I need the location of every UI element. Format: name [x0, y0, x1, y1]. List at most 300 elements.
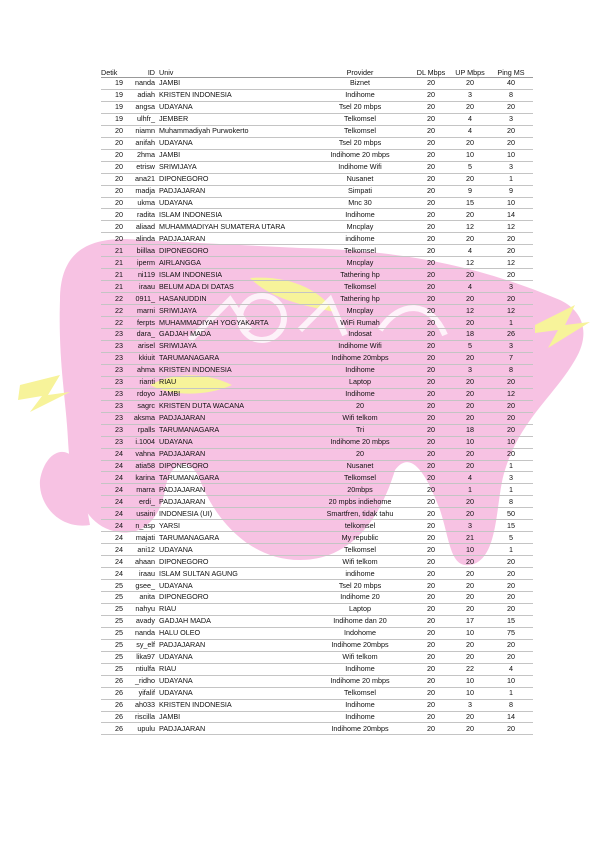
cell-ping: 5 [489, 532, 533, 544]
cell-detik: 24 [101, 556, 123, 568]
cell-univ: HALU OLEO [157, 627, 309, 639]
cell-id: ntiulfa [123, 663, 157, 675]
cell-provider: Telkomsel [309, 687, 411, 699]
cell-dl: 20 [411, 125, 451, 137]
cell-ping: 20 [489, 376, 533, 388]
cell-id: aksma [123, 412, 157, 424]
cell-detik: 25 [101, 663, 123, 675]
cell-provider: Indihome 20mbps [309, 639, 411, 651]
cell-dl: 20 [411, 568, 451, 580]
cell-detik: 25 [101, 580, 123, 592]
cell-dl: 20 [411, 340, 451, 352]
table-row [101, 591, 533, 603]
cell-up: 22 [451, 663, 489, 675]
cell-detik: 26 [101, 711, 123, 723]
cell-dl: 20 [411, 293, 451, 305]
cell-provider: Mncplay [309, 305, 411, 317]
cell-provider: Mncplay [309, 221, 411, 233]
cell-detik: 24 [101, 520, 123, 532]
table-row [101, 639, 533, 651]
cell-id: anifah [123, 137, 157, 149]
table-row [101, 400, 533, 412]
cell-univ: DIPONEGORO [157, 460, 309, 472]
table-row [101, 496, 533, 508]
cell-id: biillaa [123, 245, 157, 257]
cell-provider: Indihome [309, 89, 411, 101]
cell-ping: 26 [489, 329, 533, 341]
cell-provider: Indihome Wifi [309, 161, 411, 173]
cell-detik: 19 [101, 101, 123, 113]
cell-dl: 20 [411, 615, 451, 627]
cell-provider: Mnc 30 [309, 197, 411, 209]
cell-provider: Laptop [309, 376, 411, 388]
cell-dl: 20 [411, 436, 451, 448]
cell-dl: 20 [411, 78, 451, 90]
table-row [101, 161, 533, 173]
cell-id: alinda [123, 233, 157, 245]
cell-dl: 20 [411, 269, 451, 281]
cell-id: iperm [123, 257, 157, 269]
cell-univ: MUHAMMADIYAH SUMATERA UTARA [157, 221, 309, 233]
col-header-detik: Detik [101, 67, 123, 78]
cell-dl: 20 [411, 496, 451, 508]
col-header-provider: Provider [309, 67, 411, 78]
cell-up: 20 [451, 496, 489, 508]
cell-up: 15 [451, 197, 489, 209]
cell-univ: UDAYANA [157, 544, 309, 556]
cell-univ: UDAYANA [157, 580, 309, 592]
cell-detik: 20 [101, 149, 123, 161]
cell-ping: 10 [489, 675, 533, 687]
cell-id: kkiuit [123, 352, 157, 364]
cell-provider: Indihome [309, 711, 411, 723]
cell-provider: Simpati [309, 185, 411, 197]
cell-id: karina [123, 472, 157, 484]
cell-univ: JAMBI [157, 78, 309, 90]
cell-provider: My republic [309, 532, 411, 544]
cell-ping: 10 [489, 149, 533, 161]
cell-detik: 20 [101, 137, 123, 149]
cell-detik: 26 [101, 687, 123, 699]
cell-up: 5 [451, 340, 489, 352]
table-row [101, 113, 533, 125]
cell-up: 20 [451, 233, 489, 245]
cell-id: nahyu [123, 603, 157, 615]
cell-detik: 22 [101, 293, 123, 305]
cell-ping: 40 [489, 78, 533, 90]
cell-id: iraau [123, 281, 157, 293]
cell-ping: 50 [489, 508, 533, 520]
cell-up: 20 [451, 209, 489, 221]
cell-univ: GADJAH MADA [157, 329, 309, 341]
cell-id: i.1004 [123, 436, 157, 448]
cell-ping: 20 [489, 556, 533, 568]
cell-univ: UDAYANA [157, 197, 309, 209]
cell-id: erdi_ [123, 496, 157, 508]
cell-id: vahna [123, 448, 157, 460]
cell-univ: GADJAH MADA [157, 615, 309, 627]
cell-dl: 20 [411, 329, 451, 341]
cell-up: 20 [451, 352, 489, 364]
cell-univ: RIAU [157, 663, 309, 675]
cell-detik: 20 [101, 209, 123, 221]
table-row [101, 233, 533, 245]
cell-detik: 20 [101, 173, 123, 185]
table-row [101, 209, 533, 221]
cell-id: gsee_ [123, 580, 157, 592]
cell-univ: KRISTEN INDONESIA [157, 89, 309, 101]
cell-univ: KRISTEN DUTA WACANA [157, 400, 309, 412]
cell-univ: ISLAM INDONESIA [157, 209, 309, 221]
table-row [101, 137, 533, 149]
table-row [101, 544, 533, 556]
cell-univ: PADJAJARAN [157, 723, 309, 735]
table-row [101, 436, 533, 448]
cell-univ: DIPONEGORO [157, 173, 309, 185]
cell-id: ukma [123, 197, 157, 209]
cell-ping: 20 [489, 233, 533, 245]
cell-dl: 20 [411, 520, 451, 532]
cell-detik: 21 [101, 281, 123, 293]
cell-provider: Biznet [309, 78, 411, 90]
cell-provider: Telkomsel [309, 113, 411, 125]
cell-detik: 23 [101, 329, 123, 341]
cell-dl: 20 [411, 412, 451, 424]
cell-id: 0911_ [123, 293, 157, 305]
table-row [101, 687, 533, 699]
cell-dl: 20 [411, 723, 451, 735]
cell-id: radita [123, 209, 157, 221]
cell-detik: 24 [101, 484, 123, 496]
cell-ping: 20 [489, 568, 533, 580]
cell-provider: Indihome 20mbps [309, 352, 411, 364]
cell-id: marra [123, 484, 157, 496]
cell-provider: WiFi Rumah [309, 317, 411, 329]
cell-ping: 20 [489, 269, 533, 281]
cell-up: 20 [451, 580, 489, 592]
cell-id: ulhfr_ [123, 113, 157, 125]
cell-id: rianti [123, 376, 157, 388]
cell-univ: UDAYANA [157, 675, 309, 687]
cell-provider: Laptop [309, 603, 411, 615]
cell-univ: ISLAM INDONESIA [157, 269, 309, 281]
cell-id: ani12 [123, 544, 157, 556]
cell-dl: 20 [411, 161, 451, 173]
cell-ping: 10 [489, 197, 533, 209]
cell-up: 10 [451, 675, 489, 687]
cell-univ: BELUM ADA DI DATAS [157, 281, 309, 293]
cell-provider: Indihome 20 mbps [309, 436, 411, 448]
cell-provider: Indihome Wifi [309, 340, 411, 352]
cell-detik: 20 [101, 197, 123, 209]
cell-detik: 26 [101, 723, 123, 735]
cell-up: 20 [451, 269, 489, 281]
cell-ping: 1 [489, 484, 533, 496]
cell-up: 10 [451, 544, 489, 556]
table-row [101, 376, 533, 388]
cell-univ: UDAYANA [157, 101, 309, 113]
cell-detik: 24 [101, 460, 123, 472]
table-row [101, 699, 533, 711]
cell-up: 3 [451, 520, 489, 532]
cell-univ: PADJAJARAN [157, 412, 309, 424]
cell-dl: 20 [411, 603, 451, 615]
table-row [101, 663, 533, 675]
cell-id: lika97 [123, 651, 157, 663]
cell-univ: TARUMANAGARA [157, 424, 309, 436]
cell-detik: 25 [101, 603, 123, 615]
cell-dl: 20 [411, 651, 451, 663]
cell-dl: 20 [411, 197, 451, 209]
cell-ping: 3 [489, 281, 533, 293]
cell-dl: 20 [411, 532, 451, 544]
cell-up: 1 [451, 484, 489, 496]
cell-detik: 20 [101, 125, 123, 137]
cell-univ: JAMBI [157, 149, 309, 161]
cell-provider: Indihome 20 mbps [309, 149, 411, 161]
cell-detik: 23 [101, 400, 123, 412]
cell-provider: Indihome 20mbps [309, 723, 411, 735]
col-header-univ: Univ [157, 67, 309, 78]
cell-detik: 26 [101, 699, 123, 711]
table-row [101, 472, 533, 484]
cell-dl: 20 [411, 173, 451, 185]
cell-up: 18 [451, 424, 489, 436]
cell-provider: Indihome [309, 388, 411, 400]
cell-detik: 23 [101, 364, 123, 376]
cell-provider: indihome [309, 568, 411, 580]
cell-univ: SRIWIJAYA [157, 305, 309, 317]
cell-univ: SRIWIJAYA [157, 340, 309, 352]
cell-id: atia58 [123, 460, 157, 472]
cell-up: 3 [451, 364, 489, 376]
cell-dl: 20 [411, 508, 451, 520]
cell-id: _ridho [123, 675, 157, 687]
cell-id: upulu [123, 723, 157, 735]
cell-up: 20 [451, 101, 489, 113]
cell-up: 12 [451, 257, 489, 269]
cell-provider: Wifi telkom [309, 651, 411, 663]
cell-up: 20 [451, 317, 489, 329]
cell-ping: 12 [489, 257, 533, 269]
cell-up: 12 [451, 305, 489, 317]
cell-provider: Tsel 20 mbps [309, 580, 411, 592]
table-row [101, 173, 533, 185]
cell-ping: 20 [489, 591, 533, 603]
cell-dl: 20 [411, 675, 451, 687]
cell-provider: Tsel 20 mbps [309, 101, 411, 113]
cell-univ: PADJAJARAN [157, 233, 309, 245]
cell-ping: 8 [489, 496, 533, 508]
cell-univ: PADJAJARAN [157, 639, 309, 651]
cell-id: nanda [123, 627, 157, 639]
table-row [101, 627, 533, 639]
cell-detik: 23 [101, 424, 123, 436]
cell-up: 20 [451, 508, 489, 520]
cell-provider: Indihome 20 mbps [309, 675, 411, 687]
cell-up: 20 [451, 723, 489, 735]
cell-dl: 20 [411, 556, 451, 568]
table-row [101, 580, 533, 592]
cell-up: 20 [451, 388, 489, 400]
cell-id: sagrc [123, 400, 157, 412]
cell-provider: Indihome dan 20 [309, 615, 411, 627]
cell-id: angsa [123, 101, 157, 113]
cell-up: 20 [451, 711, 489, 723]
cell-up: 20 [451, 412, 489, 424]
cell-detik: 24 [101, 472, 123, 484]
table-row [101, 508, 533, 520]
cell-up: 3 [451, 699, 489, 711]
cell-detik: 19 [101, 89, 123, 101]
cell-detik: 23 [101, 340, 123, 352]
cell-univ: Muhammadiyah Purwokerto [157, 125, 309, 137]
cell-up: 20 [451, 376, 489, 388]
cell-univ: YARSI [157, 520, 309, 532]
table-row [101, 101, 533, 113]
cell-univ: UDAYANA [157, 137, 309, 149]
cell-dl: 20 [411, 101, 451, 113]
cell-up: 9 [451, 185, 489, 197]
cell-dl: 20 [411, 400, 451, 412]
cell-id: ah033 [123, 699, 157, 711]
cell-ping: 14 [489, 209, 533, 221]
cell-up: 4 [451, 472, 489, 484]
cell-ping: 3 [489, 340, 533, 352]
cell-up: 10 [451, 687, 489, 699]
cell-ping: 1 [489, 317, 533, 329]
table-row [101, 149, 533, 161]
cell-univ: ISLAM SULTAN AGUNG [157, 568, 309, 580]
cell-detik: 25 [101, 615, 123, 627]
table-row [101, 484, 533, 496]
cell-univ: UDAYANA [157, 651, 309, 663]
cell-univ: RIAU [157, 376, 309, 388]
cell-up: 20 [451, 173, 489, 185]
cell-ping: 1 [489, 173, 533, 185]
cell-id: 2hma [123, 149, 157, 161]
cell-ping: 20 [489, 293, 533, 305]
table-row [101, 651, 533, 663]
cell-detik: 23 [101, 352, 123, 364]
cell-id: dara_ [123, 329, 157, 341]
cell-provider: Mncplay [309, 257, 411, 269]
table-row [101, 340, 533, 352]
table-row [101, 245, 533, 257]
cell-up: 20 [451, 568, 489, 580]
cell-provider: 20 [309, 448, 411, 460]
cell-univ: INDONESIA (UI) [157, 508, 309, 520]
cell-up: 4 [451, 245, 489, 257]
cell-detik: 23 [101, 412, 123, 424]
cell-provider: 20mbps [309, 484, 411, 496]
cell-detik: 21 [101, 245, 123, 257]
cell-provider: Telkomsel [309, 544, 411, 556]
cell-detik: 24 [101, 448, 123, 460]
cell-ping: 20 [489, 245, 533, 257]
table-row [101, 352, 533, 364]
table-row [101, 293, 533, 305]
cell-up: 18 [451, 329, 489, 341]
table-row [101, 305, 533, 317]
col-header-ping: Ping MS [489, 67, 533, 78]
cell-up: 20 [451, 603, 489, 615]
col-header-dl: DL Mbps [411, 67, 451, 78]
cell-univ: JAMBI [157, 388, 309, 400]
cell-ping: 20 [489, 723, 533, 735]
cell-dl: 20 [411, 663, 451, 675]
cell-univ: KRISTEN INDONESIA [157, 699, 309, 711]
cell-dl: 20 [411, 639, 451, 651]
speedtest-sheet [101, 67, 529, 735]
cell-univ: HASANUDDIN [157, 293, 309, 305]
cell-up: 4 [451, 113, 489, 125]
table-row [101, 448, 533, 460]
cell-provider: Telkomsel [309, 472, 411, 484]
cell-provider: 20 mpbs indiehome [309, 496, 411, 508]
cell-dl: 20 [411, 245, 451, 257]
cell-dl: 20 [411, 460, 451, 472]
cell-dl: 20 [411, 484, 451, 496]
col-header-up: UP Mbps [451, 67, 489, 78]
cell-detik: 20 [101, 161, 123, 173]
cell-univ: JAMBI [157, 711, 309, 723]
cell-dl: 20 [411, 281, 451, 293]
cell-ping: 3 [489, 472, 533, 484]
cell-dl: 20 [411, 711, 451, 723]
cell-detik: 23 [101, 376, 123, 388]
cell-detik: 23 [101, 436, 123, 448]
cell-univ: TARUMANAGARA [157, 352, 309, 364]
cell-detik: 24 [101, 496, 123, 508]
cell-provider: Telkomsel [309, 245, 411, 257]
table-row [101, 257, 533, 269]
cell-dl: 20 [411, 544, 451, 556]
cell-id: rpalls [123, 424, 157, 436]
cell-up: 10 [451, 436, 489, 448]
cell-id: marni [123, 305, 157, 317]
cell-ping: 3 [489, 113, 533, 125]
cell-provider: Wifi telkom [309, 412, 411, 424]
cell-detik: 22 [101, 317, 123, 329]
cell-dl: 20 [411, 591, 451, 603]
table-row [101, 78, 533, 90]
cell-ping: 8 [489, 364, 533, 376]
cell-ping: 12 [489, 388, 533, 400]
cell-up: 20 [451, 651, 489, 663]
cell-up: 12 [451, 221, 489, 233]
cell-up: 4 [451, 125, 489, 137]
table-row [101, 281, 533, 293]
cell-up: 3 [451, 89, 489, 101]
col-header-id: ID [123, 67, 157, 78]
table-row [101, 317, 533, 329]
cell-provider: Telkomsel [309, 281, 411, 293]
cell-detik: 20 [101, 221, 123, 233]
cell-univ: PADJAJARAN [157, 185, 309, 197]
cell-ping: 20 [489, 412, 533, 424]
cell-ping: 8 [489, 699, 533, 711]
cell-id: rdoyo [123, 388, 157, 400]
cell-univ: JEMBER [157, 113, 309, 125]
cell-provider: Indihome 20 [309, 591, 411, 603]
cell-univ: SRIWIJAYA [157, 161, 309, 173]
cell-up: 5 [451, 161, 489, 173]
cell-provider: Nusanet [309, 173, 411, 185]
cell-dl: 20 [411, 113, 451, 125]
cell-id: iraau [123, 568, 157, 580]
cell-id: ahma [123, 364, 157, 376]
